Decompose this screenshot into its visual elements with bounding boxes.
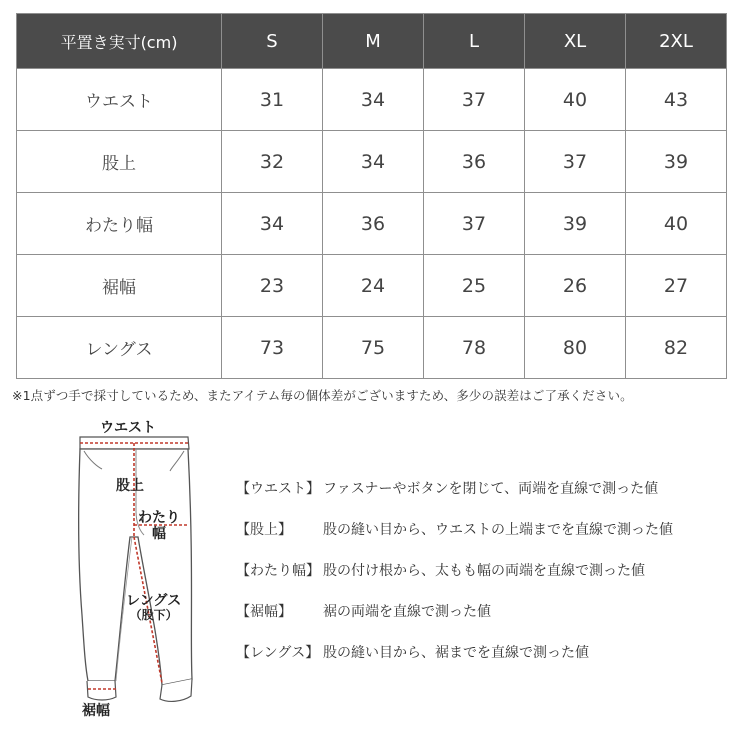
table-cell: 25 — [424, 255, 525, 317]
table-cell: 27 — [626, 255, 727, 317]
measurement-definitions — [236, 467, 731, 672]
size-header: XL — [525, 14, 626, 69]
table-cell: 40 — [525, 69, 626, 131]
diagram-label-length-line1: レングス — [126, 593, 182, 609]
table-row — [17, 69, 727, 131]
pants-illustration — [60, 415, 230, 735]
definition-term: 【わたり幅】 — [236, 562, 320, 579]
definition-row — [236, 590, 731, 631]
diagram-label-rise: 股上 — [116, 478, 144, 494]
table-cell: 37 — [424, 193, 525, 255]
table-cell: 34 — [323, 131, 424, 193]
row-label: わたり幅 — [17, 193, 222, 255]
diagram-label-waist: ウエスト — [100, 420, 156, 436]
definition-row — [236, 549, 731, 590]
table-cell: 36 — [323, 193, 424, 255]
table-cell: 80 — [525, 317, 626, 379]
definition-text: 股の縫い目から、裾までを直線で測った値 — [323, 644, 589, 661]
size-header: L — [424, 14, 525, 69]
table-row — [17, 131, 727, 193]
table-cell: 34 — [222, 193, 323, 255]
table-cell: 23 — [222, 255, 323, 317]
definition-text: ファスナーやボタンを閉じて、両端を直線で測った値 — [323, 480, 659, 497]
diagram-label-length-line2: （股下） — [129, 608, 178, 623]
definition-text: 裾の両端を直線で測った値 — [323, 603, 491, 620]
definition-row — [236, 508, 731, 549]
size-header: M — [323, 14, 424, 69]
definition-term: 【ウエスト】 — [236, 480, 320, 497]
table-cell: 73 — [222, 317, 323, 379]
row-label: 股上 — [17, 131, 222, 193]
row-label: 裾幅 — [17, 255, 222, 317]
diagram-label-thigh — [138, 510, 180, 542]
header-row — [17, 14, 727, 69]
table-cell: 37 — [424, 69, 525, 131]
table-cell: 24 — [323, 255, 424, 317]
table-cell: 39 — [525, 193, 626, 255]
table-cell: 37 — [525, 131, 626, 193]
table-cell: 40 — [626, 193, 727, 255]
definition-text: 股の縫い目から、ウエストの上端までを直線で測った値 — [323, 521, 673, 538]
definition-term: 【股上】 — [236, 521, 292, 538]
definition-row — [236, 631, 731, 672]
table-cell: 32 — [222, 131, 323, 193]
measurement-note: ※1点ずつ手で採寸しているため、またアイテム毎の個体差がございますため、多少の誤差はご了承ください。 — [12, 388, 633, 403]
table-cell: 39 — [626, 131, 727, 193]
diagram-label-hem: 裾幅 — [82, 703, 110, 719]
table-cell: 75 — [323, 317, 424, 379]
size-table — [16, 13, 727, 379]
diagram-label-length — [126, 593, 181, 623]
corner-header: 平置き実寸(cm) — [17, 14, 222, 69]
pants-diagram — [60, 415, 230, 735]
diagram-label-thigh-line2: 幅 — [152, 526, 166, 543]
table-row — [17, 317, 727, 379]
table-cell: 36 — [424, 131, 525, 193]
row-label: レングス — [17, 317, 222, 379]
definition-term: 【裾幅】 — [236, 603, 292, 620]
size-header: 2XL — [626, 14, 727, 69]
definition-row — [236, 467, 731, 508]
size-header: S — [222, 14, 323, 69]
definition-term: 【レングス】 — [236, 644, 320, 661]
diagram-label-thigh-line1: わたり — [138, 510, 180, 526]
table-cell: 43 — [626, 69, 727, 131]
table-row — [17, 193, 727, 255]
row-label: ウエスト — [17, 69, 222, 131]
table-cell: 26 — [525, 255, 626, 317]
table-cell: 78 — [424, 317, 525, 379]
definition-text: 股の付け根から、太もも幅の両端を直線で測った値 — [323, 562, 645, 579]
table-cell: 31 — [222, 69, 323, 131]
table-cell: 82 — [626, 317, 727, 379]
table-row — [17, 255, 727, 317]
table-cell: 34 — [323, 69, 424, 131]
